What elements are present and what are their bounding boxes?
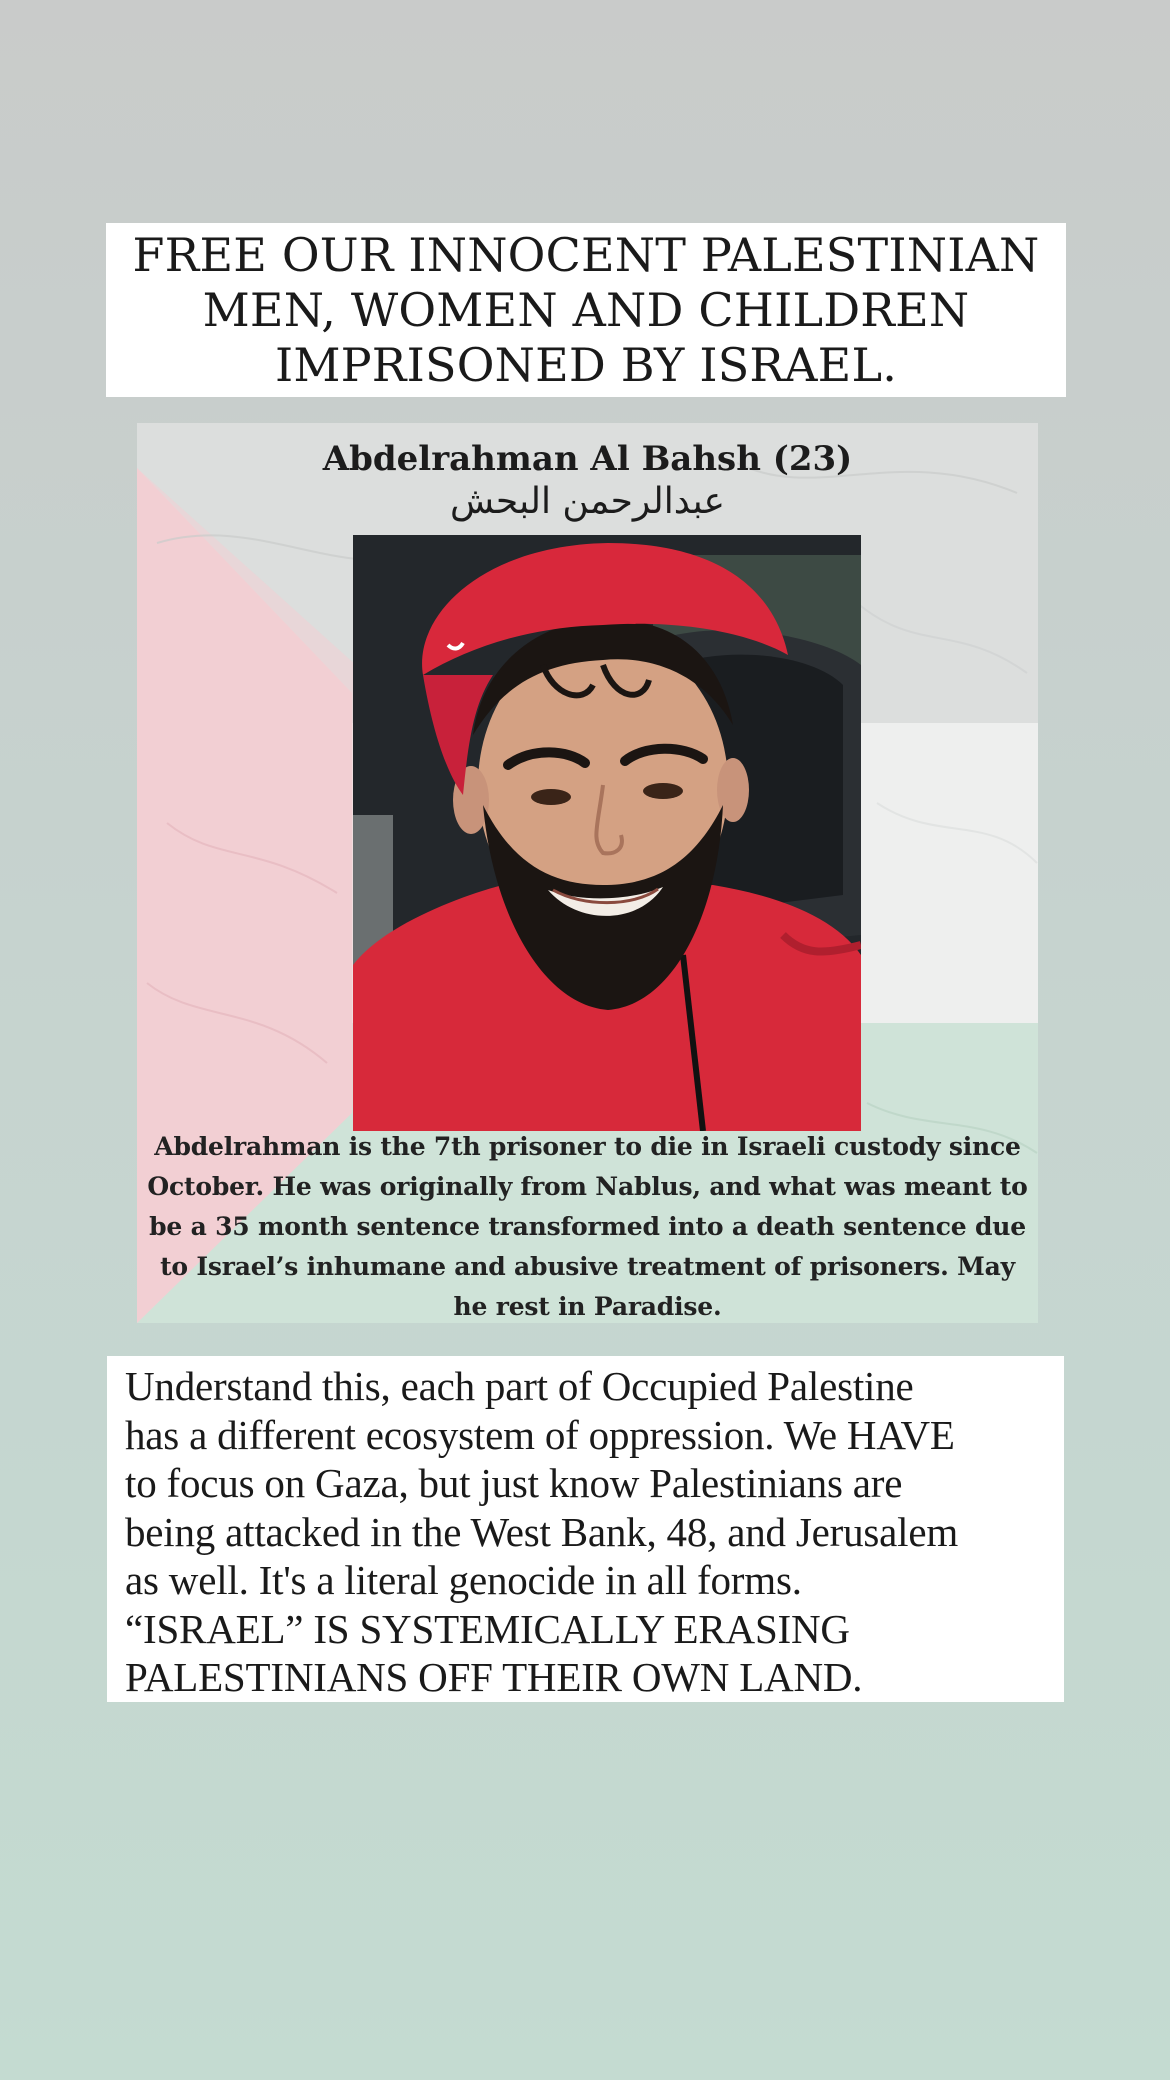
memorial-poster: [137, 423, 1038, 1323]
person-name-arabic: عبدالرحمن البحش: [450, 481, 725, 522]
headline-box: [106, 223, 1066, 397]
statement-text: Understand this, each part of Occupied Palestine has a different ecosystem of oppression. We HAVE to focus on Gaza, but just know Palestinians are being attacked in the West Bank, 48, and Jerusalem as well. It's a literal genocide in all forms. “ISRAEL” IS SYSTEMICALLY ERASING PALESTINIANS OFF THEIR OWN LAND.: [125, 1363, 959, 1700]
statement-box: [107, 1356, 1064, 1702]
poster-caption: Abdelrahman is the 7th prisoner to die in Israeli custody since October. He was originally from Nablus, and what was meant to be a 35 month sentence transformed into a death sentence due to Israel’s inhumane and abusive treatment of prisoners. May he rest in Paradise.: [147, 1132, 1028, 1321]
person-name: Abdelrahman Al Bahsh (23): [322, 439, 853, 479]
headline-text: FREE OUR INNOCENT PALESTINIAN MEN, WOMEN AND CHILDREN IMPRISONED BY ISRAEL.: [132, 227, 1040, 392]
portrait-photo: [353, 535, 861, 1131]
